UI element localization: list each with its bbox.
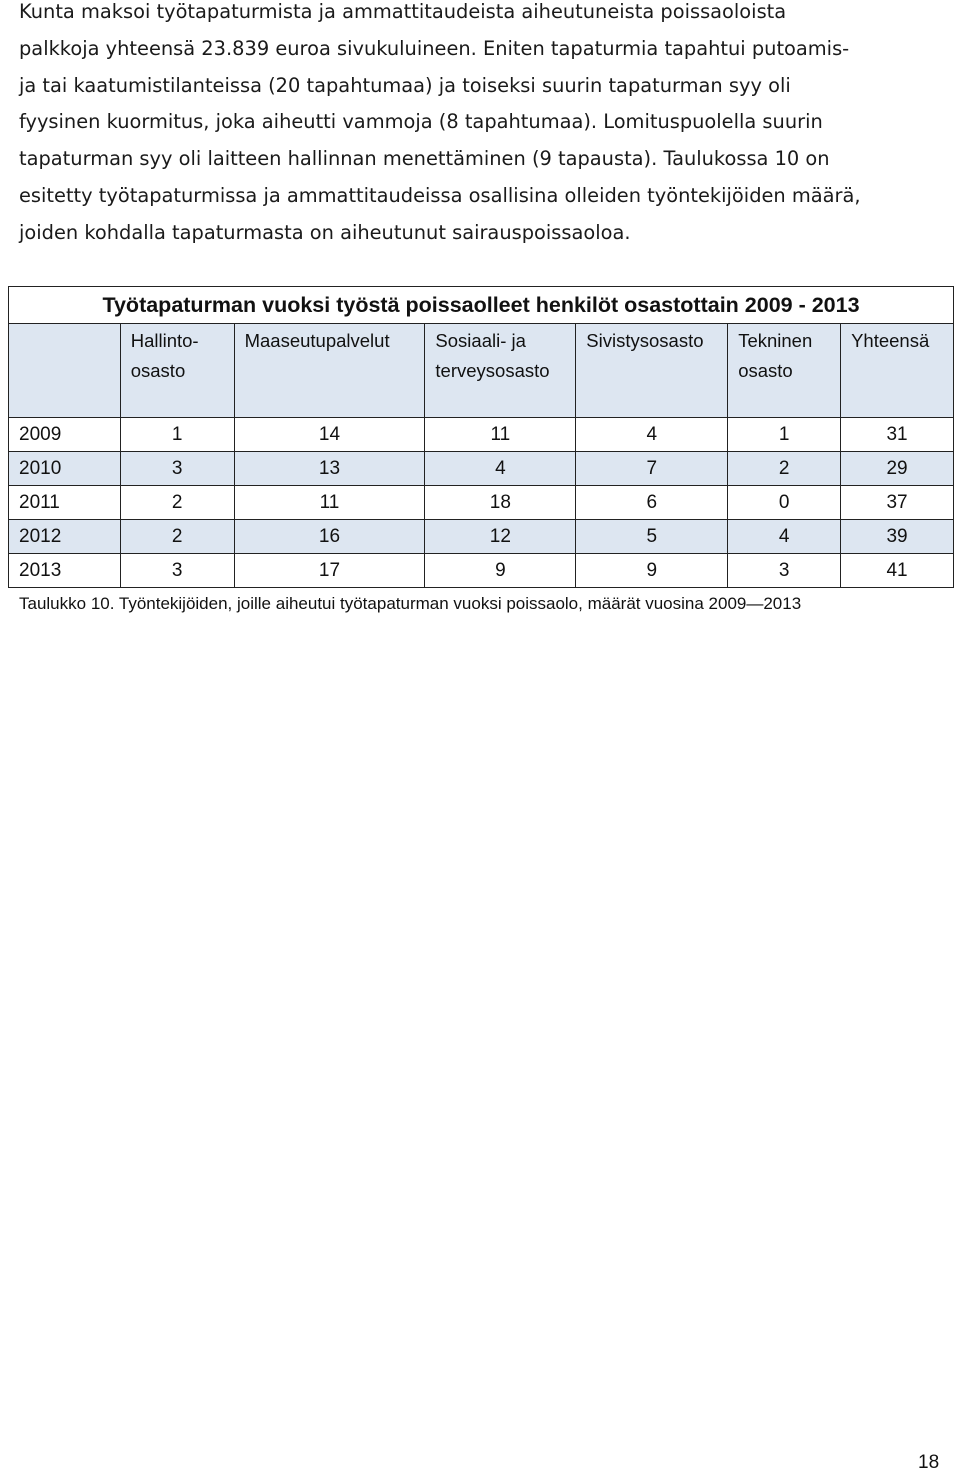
- year-cell: 2013: [9, 554, 121, 588]
- value-cell: 14: [234, 418, 425, 452]
- paragraph-line: joiden kohdalla tapaturmasta on aiheutunut sairauspoissaoloa.: [19, 220, 631, 244]
- header-tekninen: [728, 324, 841, 418]
- value-cell: 17: [234, 554, 425, 588]
- table-row: [9, 554, 954, 588]
- paragraph-line: esitetty työtapaturmissa ja ammattitaudeissa osallisina olleiden työntekijöiden määrä,: [19, 183, 861, 207]
- value-cell: 2: [120, 520, 234, 554]
- value-cell: 9: [576, 554, 728, 588]
- value-cell: 4: [425, 452, 576, 486]
- header-maaseutu: [234, 324, 425, 418]
- paragraph-line: palkkoja yhteensä 23.839 euroa sivukuluineen. Eniten tapaturmia tapahtui putoamis-: [19, 36, 850, 60]
- paragraph-line: ja tai kaatumistilanteissa (20 tapahtumaa) ja toiseksi suurin tapaturman syy oli: [19, 73, 791, 97]
- absence-table: [8, 286, 954, 588]
- value-cell: 16: [234, 520, 425, 554]
- value-cell: 18: [425, 486, 576, 520]
- paragraph-line: tapaturman syy oli laitteen hallinnan menettäminen (9 tapausta). Taulukossa 10 on: [19, 147, 830, 171]
- total-cell: 37: [841, 486, 954, 520]
- header-sosiaali: [425, 324, 576, 418]
- value-cell: 3: [120, 452, 234, 486]
- value-cell: 11: [425, 418, 576, 452]
- body-paragraph: [19, 0, 944, 252]
- header-corner: [9, 324, 121, 418]
- value-cell: 6: [576, 486, 728, 520]
- paragraph-line: fyysinen kuormitus, joka aiheutti vammoja (8 tapahtumaa). Lomituspuolella suurin: [19, 110, 823, 134]
- value-cell: 5: [576, 520, 728, 554]
- total-cell: 31: [841, 418, 954, 452]
- header-line: Sosiaali- ja: [435, 330, 526, 351]
- header-line: Tekninen: [738, 330, 813, 351]
- table-row: [9, 418, 954, 452]
- header-sivistys: [576, 324, 728, 418]
- value-cell: 4: [576, 418, 728, 452]
- value-cell: 2: [120, 486, 234, 520]
- value-cell: 9: [425, 554, 576, 588]
- value-cell: 3: [120, 554, 234, 588]
- header-hallinto: [120, 324, 234, 418]
- table-row: [9, 486, 954, 520]
- header-line: Hallinto-: [130, 330, 199, 351]
- total-cell: 29: [841, 452, 954, 486]
- year-cell: 2010: [9, 452, 121, 486]
- header-line: Maaseutupalvelut: [244, 330, 390, 351]
- header-line: Sivistysosasto: [586, 330, 704, 351]
- year-cell: 2012: [9, 520, 121, 554]
- header-line: osasto: [130, 360, 186, 381]
- value-cell: 11: [234, 486, 425, 520]
- table-header-row: [9, 324, 954, 418]
- value-cell: 2: [728, 452, 841, 486]
- value-cell: 7: [576, 452, 728, 486]
- table-row: [9, 520, 954, 554]
- year-cell: 2009: [9, 418, 121, 452]
- table-title: Työtapaturman vuoksi työstä poissaolleet henkilöt osastottain 2009 - 2013: [9, 287, 954, 324]
- value-cell: 4: [728, 520, 841, 554]
- header-line: osasto: [738, 360, 793, 381]
- value-cell: 12: [425, 520, 576, 554]
- value-cell: 3: [728, 554, 841, 588]
- value-cell: 13: [234, 452, 425, 486]
- header-yhteensa: [841, 324, 954, 418]
- paragraph-line: Kunta maksoi työtapaturmista ja ammattitaudeista aiheutuneista poissaoloista: [19, 0, 787, 23]
- value-cell: 1: [728, 418, 841, 452]
- header-line: Yhteensä: [851, 330, 930, 351]
- value-cell: 1: [120, 418, 234, 452]
- header-line: terveysosasto: [435, 360, 550, 381]
- page-number: 18: [918, 1452, 940, 1473]
- year-cell: 2011: [9, 486, 121, 520]
- table-row: [9, 452, 954, 486]
- table-caption: Taulukko 10. Työntekijöiden, joille aiheutui työtapaturman vuoksi poissaolo, määrät vuosina 2009—2013: [19, 594, 802, 613]
- value-cell: 0: [728, 486, 841, 520]
- total-cell: 39: [841, 520, 954, 554]
- total-cell: 41: [841, 554, 954, 588]
